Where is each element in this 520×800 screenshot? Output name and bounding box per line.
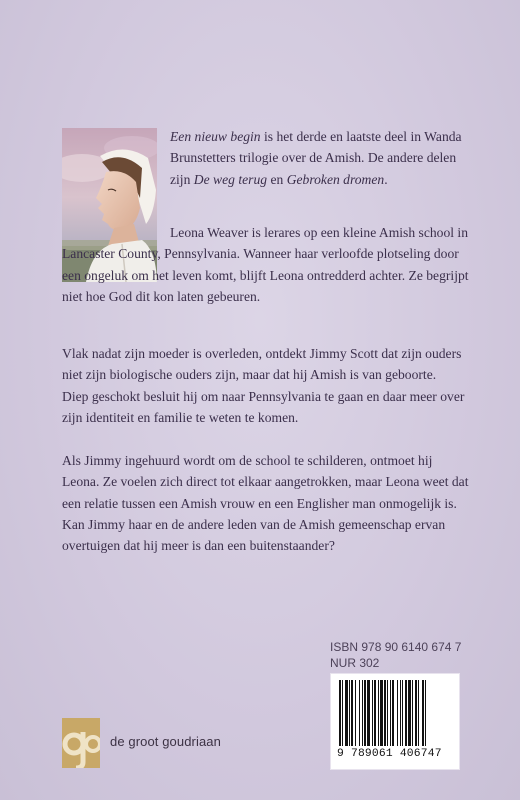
barcode-bars-icon (339, 680, 451, 746)
barcode-digits: 9 789061 406747 (337, 748, 442, 760)
blurb-paragraph-leona: Leona Weaver is lerares op een kleine Amish school in Lancaster County, Pennsylvania. Wanneer haar verloofde plotseling door een ongeluk om het leven komt, blijft Leona ontredderd achter. Ze begrijpt niet hoe God dit kon laten gebeuren. (62, 225, 469, 304)
intro-end: . (384, 171, 388, 187)
book-title-italic: Een nieuw begin (170, 129, 261, 144)
blurb-intro (170, 126, 470, 190)
intro-text: is het derde en laatste deel in Wanda Brunstetters trilogie over de Amish. De andere delen zijn (170, 129, 462, 187)
publisher-name: de groot goudriaan (110, 734, 221, 749)
book-title-3: Gebroken dromen (286, 171, 385, 187)
blurb-paragraph-pennsylvania: Diep geschokt besluit hij om naar Pennsylvania te gaan en daar meer over zijn identiteit en familie te weten te komen. (62, 389, 465, 426)
publisher-logo-icon (62, 718, 100, 768)
blurb-paragraph-jimmy: Vlak nadat zijn moeder is overleden, ontdekt Jimmy Scott dat zijn ouders niet zijn biologische ouders zijn, maar dat hij Amish is van geboorte. (62, 346, 462, 383)
blurb-paragraph-school: Als Jimmy ingehuurd wordt om de school te schilderen, ontmoet hij Leona. Ze voelen zich direct tot elkaar aangetrokken, maar Leona weet dat een relatie tussen een Amish vrouw en een Englisher man onmogelijk is. Kan Jimmy haar en de andere leden van de Amish gemeenschap ervan overtuigen dat hij meer is dan een buitenstaander? (62, 453, 469, 554)
isbn-number: ISBN 978 90 6140 674 7 (330, 640, 462, 654)
nur-code: NUR 302 (330, 656, 380, 670)
book-title-2: De weg terug (193, 171, 268, 187)
intro-conjunction: en (267, 171, 287, 187)
barcode (330, 673, 460, 770)
